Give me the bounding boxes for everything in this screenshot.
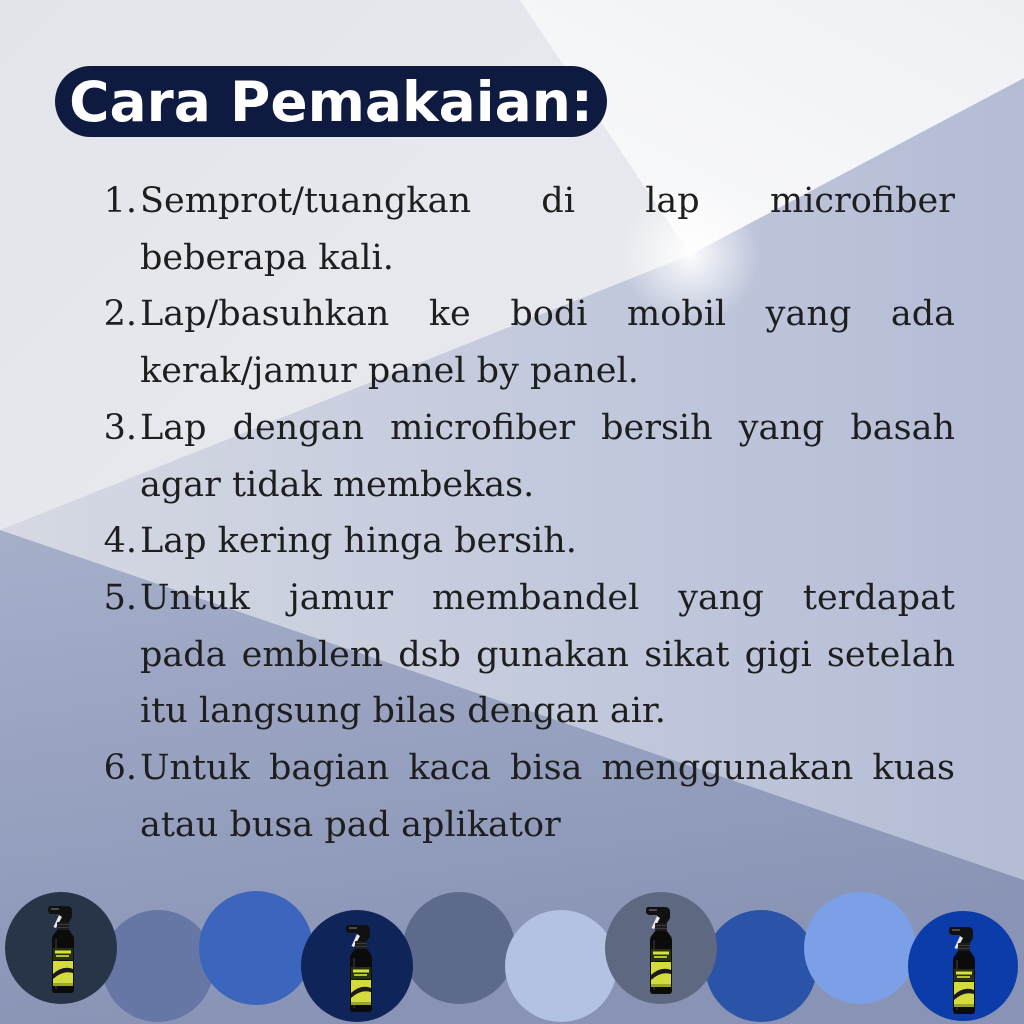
step-line: pada emblem dsb gunakan sikat gigi setelah (140, 634, 955, 675)
step-text (140, 400, 955, 513)
step-number: 5. (103, 577, 137, 618)
step-line: beberapa kali. (140, 237, 394, 278)
step-text (140, 173, 955, 286)
decor-circle-medium-blue (705, 910, 817, 1022)
step-item (98, 286, 955, 399)
usage-steps-list (98, 173, 955, 853)
step-number: 2. (103, 294, 137, 335)
step-text (140, 286, 955, 399)
step-line: Untuk bagian kaca bisa menggunakan kuas (140, 748, 955, 789)
step-number: 4. (103, 521, 137, 562)
step-number: 1. (103, 181, 137, 221)
step-number: 6. (103, 748, 137, 789)
decor-circle-royal-blue (199, 891, 313, 1005)
step-line: atau busa pad aplikator (140, 804, 561, 845)
step-line: itu langsung bilas dengan air. (140, 691, 666, 732)
page-title: Cara Pemakaian: (69, 70, 593, 134)
step-line: Semprot/tuangkan di lap microfiber (140, 181, 955, 221)
decor-circle-gray-blue (403, 892, 515, 1004)
decor-circle-light-blue (505, 910, 617, 1022)
step-line: Lap kering hinga bersih. (140, 521, 577, 562)
step-line: Lap/basuhkan ke bodi mobil yang ada (140, 294, 955, 335)
decor-circle-slate-blue (102, 910, 214, 1022)
step-item (98, 400, 955, 513)
step-text (140, 740, 955, 853)
step-text (140, 570, 955, 740)
step-number: 3. (103, 407, 137, 448)
step-line: Lap dengan microfiber bersih yang basah (140, 407, 955, 448)
step-line: agar tidak membekas. (140, 464, 535, 505)
step-line: Untuk jamur membandel yang terdapat (140, 577, 955, 618)
step-item (98, 173, 955, 286)
title-banner (55, 66, 607, 137)
decor-circle-cornflower (804, 892, 916, 1004)
step-item (98, 740, 955, 853)
step-line: kerak/jamur panel by panel. (140, 351, 639, 392)
step-item (98, 513, 955, 570)
step-text (140, 513, 955, 570)
step-item (98, 570, 955, 740)
